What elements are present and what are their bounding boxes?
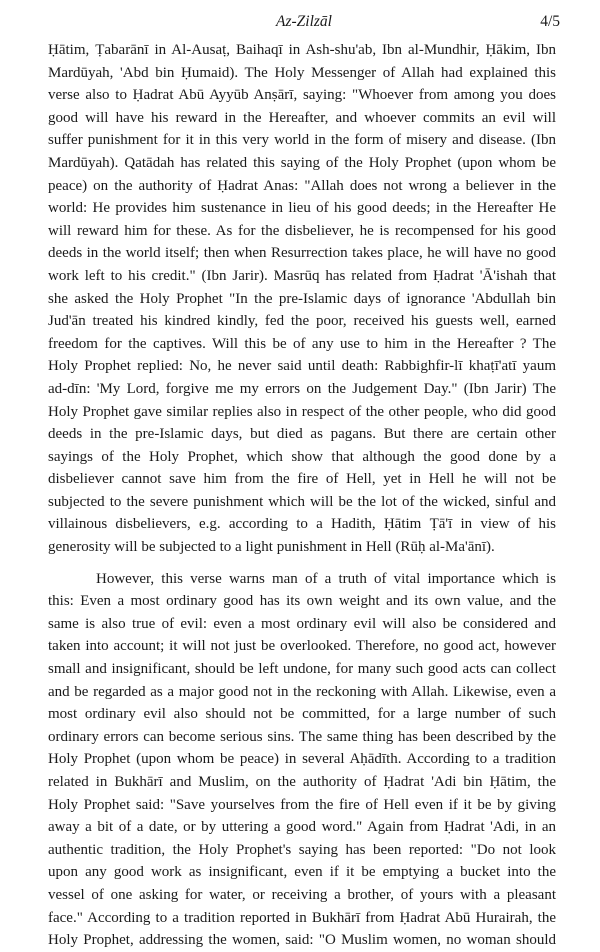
- text-line: will reward him for these. As for the disbeliever, he is recompensed for his good: [48, 222, 556, 239]
- text-line: sayings of the Holy Prophet, which show that although the good done by a: [48, 448, 556, 465]
- text-line: Jud'ān treated his kindred kindly, fed the poor, received his guests well, earned: [48, 313, 556, 330]
- page-header: [48, 13, 560, 35]
- text-line: vessel of one asking for water, or receiving a brother, of yours with a pleasant: [48, 886, 556, 903]
- body-text: [48, 39, 556, 952]
- running-title: Az-Zilzāl: [276, 13, 332, 30]
- paragraph-1: [48, 39, 556, 559]
- text-line: Holy Prophet said: "Save yourselves from the fire of Hell even if it be by giving: [48, 796, 556, 813]
- text-line: freedom for the captives. Will this be of any use to him in the Hereafter ? The: [48, 335, 556, 352]
- text-line: peace) on the authority of Ḥadrat Anas: "Allah does not wrong a believer in the: [48, 177, 556, 194]
- text-line: same is also true of evil: even a most ordinary evil will also be considered and: [48, 615, 556, 632]
- text-line: and be regarded as a major good not in the reckoning with Allah. Likewise, even a: [48, 683, 556, 700]
- text-line: this: Even a most ordinary good has its own weight and its own value, and the: [48, 593, 556, 610]
- text-line: suffer punishment for it in this very world in the form of misery and disease. (Ibn: [48, 132, 556, 149]
- text-line: Ḥātim, Ṭabarānī in Al-Ausaṭ, Baihaqī in Ash-shu'ab, Ibn al-Mundhir, Ḥākim, Ibn: [48, 42, 556, 58]
- text-line: good will have his reward in the Hereafter, and whoever commits an evil will: [48, 109, 556, 126]
- text-line: work left to his credit." (Ibn Jarir). Masrūq has related from Ḥadrat 'Ā'ishah that: [48, 267, 556, 284]
- text-line: generosity will be subjected to a light punishment in Hell (Rūḥ al-Ma'ānī).: [48, 539, 495, 556]
- text-line: deeds in the world itself; then when Resurrection takes place, he will have no good: [48, 245, 556, 262]
- page-number: 4/5: [540, 13, 560, 30]
- text-line: Holy Prophet (upon whom be peace) in several Aḥādīth. According to a tradition: [48, 751, 556, 768]
- text-line: However, this verse warns man of a truth of vital importance which is: [96, 570, 556, 587]
- text-line: face." According to a tradition reported in Bukhārī from Ḥadrat Abū Hurairah, the: [48, 909, 556, 926]
- text-line: upon any good work as insignificant, even if it be emptying a bucket into the: [48, 864, 556, 881]
- text-line: subjected to the severe punishment which will be the lot of the wicked, sinful and: [48, 493, 556, 510]
- text-line: ad-dīn: 'My Lord, forgive me my errors on the Judgement Day." (Ibn Jarir) The: [48, 380, 556, 397]
- text-line: taken into account; it will not just be overlooked. Therefore, no good act, however: [48, 638, 556, 655]
- text-line: Holy Prophet replied: No, he never said until death: Rabbighfir-lī khaṭī'atī yaum: [48, 358, 556, 375]
- text-line: away a bit of a date, or by uttering a good word." Again from Ḥadrat 'Adi, in an: [48, 819, 556, 836]
- text-line: ordinary errors can become serious sins. The same thing has been described by the: [48, 728, 556, 745]
- text-line: Holy Prophet gave similar replies also in respect of the other people, who did good: [48, 403, 556, 420]
- text-line: world: He provides him sustenance in lieu of his good deeds; in the Hereafter He: [48, 200, 556, 217]
- text-line: deeds in the pre-Islamic days, but died as pagans. But there are certain other: [48, 426, 556, 443]
- text-line: related in Bukhārī and Muslim, on the authority of Ḥadrat 'Adi bin Ḥātim, the: [48, 774, 556, 790]
- text-line: Mardūyah, 'Abd bin Ḥumaid). The Holy Messenger of Allah had explained this: [48, 64, 556, 81]
- text-line: authentic tradition, the Holy Prophet's saying has been reported: "Do not look: [48, 841, 556, 858]
- text-line: villainous disbelievers, e.g. according to a Hadith, Ḥātim Ṭā'ī in view of his: [48, 516, 556, 533]
- text-line: disbeliever cannot save him from the fire of Hell, yet in Hell he will not be: [48, 471, 556, 488]
- text-line: Mardūyah). Qatādah has related this saying of the Holy Prophet (upon whom be: [48, 154, 556, 171]
- paragraph-gap: [48, 559, 556, 568]
- paragraph-2: [48, 568, 556, 952]
- text-line: Holy Prophet, addressing the women, said: "O Muslim women, no woman should: [48, 932, 556, 949]
- text-line: verse also to Ḥadrat Abū Ayyūb Anṣārī, saying: "Whoever from among you does: [48, 87, 556, 104]
- text-line: she asked the Holy Prophet "In the pre-Islamic days of ignorance 'Abdullah bin: [48, 290, 556, 307]
- text-line: most ordinary evil also should not be committed, for a large number of such: [48, 706, 556, 723]
- text-line: small and insignificant, should be left undone, for many such good acts can collect: [48, 661, 556, 678]
